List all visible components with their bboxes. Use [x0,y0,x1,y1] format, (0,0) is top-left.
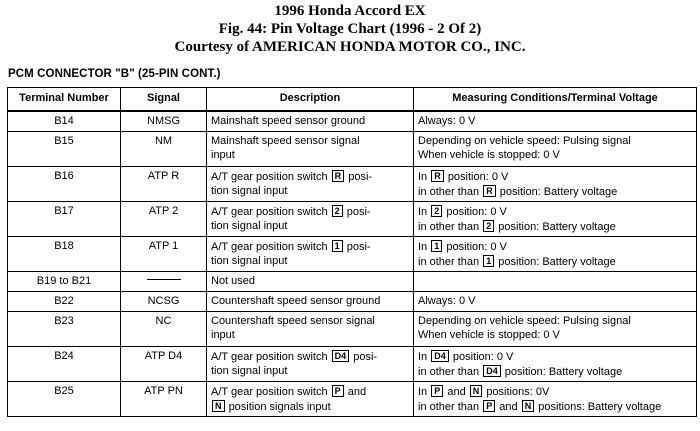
gear-position-box: N [522,400,535,412]
gear-position-box: N [470,385,483,397]
conditions-cell [414,202,697,237]
condition-text: position: Battery voltage [498,255,616,268]
description-text: and [347,386,367,398]
condition-line: When vehicle is stopped: 0 V [418,148,560,161]
gear-position-box: N [212,400,225,412]
description-cell [207,382,414,417]
gear-position-box: 1 [483,255,494,267]
description-line: tion signal input [211,364,288,377]
description-cell [207,347,414,382]
table-row [8,272,697,292]
condition-text: in other than [418,400,480,413]
condition-text: in other than [418,365,480,378]
condition-line: Depending on vehicle speed: Pulsing signal [418,135,631,147]
gear-position-box: 1 [332,240,343,252]
signal-cell: NC [121,312,207,347]
condition-text: In [418,386,428,398]
description-text: posi- [346,206,371,218]
description-cell [207,312,414,347]
description-line: input [211,328,235,341]
table-row [8,292,697,312]
terminal-cell: B14 [8,111,121,132]
table-row [8,347,697,382]
signal-cell: ATP D4 [121,347,207,382]
condition-text: in other than [418,220,480,233]
terminal-cell: B19 to B21 [8,272,121,292]
description-text: A/T gear position switch [211,171,328,183]
condition-text: position: 0 V [452,351,514,363]
description-text: posi- [353,351,378,363]
description-line: tion signal input [211,254,288,267]
condition-line: Depending on vehicle speed: Pulsing signal [418,315,631,327]
condition-text: position: Battery voltage [498,220,616,233]
conditions-cell [414,272,697,292]
table-row [8,202,697,237]
table-row [8,382,697,417]
condition-text: and [499,400,518,413]
condition-text: In [418,351,428,363]
document-header [0,0,700,56]
condition-text: position: Battery voltage [499,185,618,198]
gear-position-box: D4 [431,350,449,362]
condition-text: in other than [418,255,480,268]
condition-text: In [418,206,428,218]
condition-text: and [447,386,466,398]
signal-cell: ATP R [121,167,207,202]
condition-text: position: 0 V [447,171,509,183]
column-header-terminal: Terminal Number [8,88,121,112]
description-line: Countershaft speed sensor signal [211,315,375,327]
gear-position-box: 1 [431,240,442,252]
connector-title: PCM CONNECTOR "B" (25-PIN CONT.) [8,68,221,80]
description-cell: Countershaft speed sensor ground [207,292,414,312]
description-line: tion signal input [211,219,288,232]
condition-text: position: Battery voltage [504,365,623,378]
terminal-cell: B18 [8,237,121,272]
conditions-cell: Always: 0 V [414,111,697,132]
description-cell: Mainshaft speed sensor ground [207,111,414,132]
table-row [8,111,697,132]
signal-cell: ATP PN [121,382,207,417]
condition-text: In [418,241,428,253]
conditions-cell: Always: 0 V [414,292,697,312]
terminal-cell: B15 [8,132,121,167]
description-cell: Not used [207,272,414,292]
conditions-cell [414,382,697,417]
description-text: position signals input [228,400,331,413]
conditions-cell [414,347,697,382]
signal-cell [121,272,207,292]
condition-text: positions: Battery voltage [538,400,662,413]
description-text: A/T gear position switch [211,241,328,253]
condition-text: In [418,171,428,183]
description-cell [207,237,414,272]
column-header-conditions: Measuring Conditions/Terminal Voltage [414,88,697,112]
table-row [8,312,697,347]
gear-position-box: R [431,170,444,182]
signal-cell: ATP 1 [121,237,207,272]
condition-text: positions: 0V [486,386,550,398]
terminal-cell: B25 [8,382,121,417]
signal-cell: ATP 2 [121,202,207,237]
description-text: posi- [348,171,373,183]
courtesy-line: Courtesy of AMERICAN HONDA MOTOR CO., INC. [174,39,526,55]
description-line: input [211,148,235,161]
vehicle-title: 1996 Honda Accord EX [274,3,426,19]
signal-cell: NMSG [121,111,207,132]
signal-cell: NM [121,132,207,167]
condition-text: position: 0 V [446,206,507,218]
column-header-signal: Signal [121,88,207,112]
pin-voltage-table [7,87,697,417]
description-text: A/T gear position switch [211,206,328,218]
gear-position-box: 2 [483,220,494,232]
column-header-description: Description [207,88,414,112]
dash-mark [147,279,181,280]
description-cell [207,167,414,202]
condition-text: position: 0 V [446,241,507,253]
gear-position-box: 2 [431,205,442,217]
terminal-cell: B17 [8,202,121,237]
terminal-cell: B24 [8,347,121,382]
description-text: posi- [346,241,371,253]
figure-caption: Fig. 44: Pin Voltage Chart (1996 - 2 Of 2) [218,21,482,37]
table-row [8,237,697,272]
terminal-cell: B22 [8,292,121,312]
gear-position-box: R [332,170,345,182]
description-line: tion signal input [211,184,288,197]
gear-position-box: P [483,400,495,412]
table-row [8,167,697,202]
description-text: A/T gear position switch [211,351,328,363]
terminal-cell: B23 [8,312,121,347]
gear-position-box: 2 [332,205,343,217]
description-text: A/T gear position switch [211,386,328,398]
description-cell [207,202,414,237]
gear-position-box: D4 [332,350,350,362]
conditions-cell [414,237,697,272]
table-header-row [8,88,697,112]
terminal-cell: B16 [8,167,121,202]
gear-position-box: R [483,185,496,197]
table-row [8,132,697,167]
gear-position-box: D4 [483,365,501,377]
gear-position-box: P [431,385,443,397]
conditions-cell [414,312,697,347]
description-line: Mainshaft speed sensor signal [211,135,360,147]
condition-line: When vehicle is stopped: 0 V [418,328,560,341]
gear-position-box: P [332,385,344,397]
description-cell [207,132,414,167]
condition-text: in other than [418,185,480,198]
conditions-cell [414,167,697,202]
conditions-cell [414,132,697,167]
signal-cell: NCSG [121,292,207,312]
